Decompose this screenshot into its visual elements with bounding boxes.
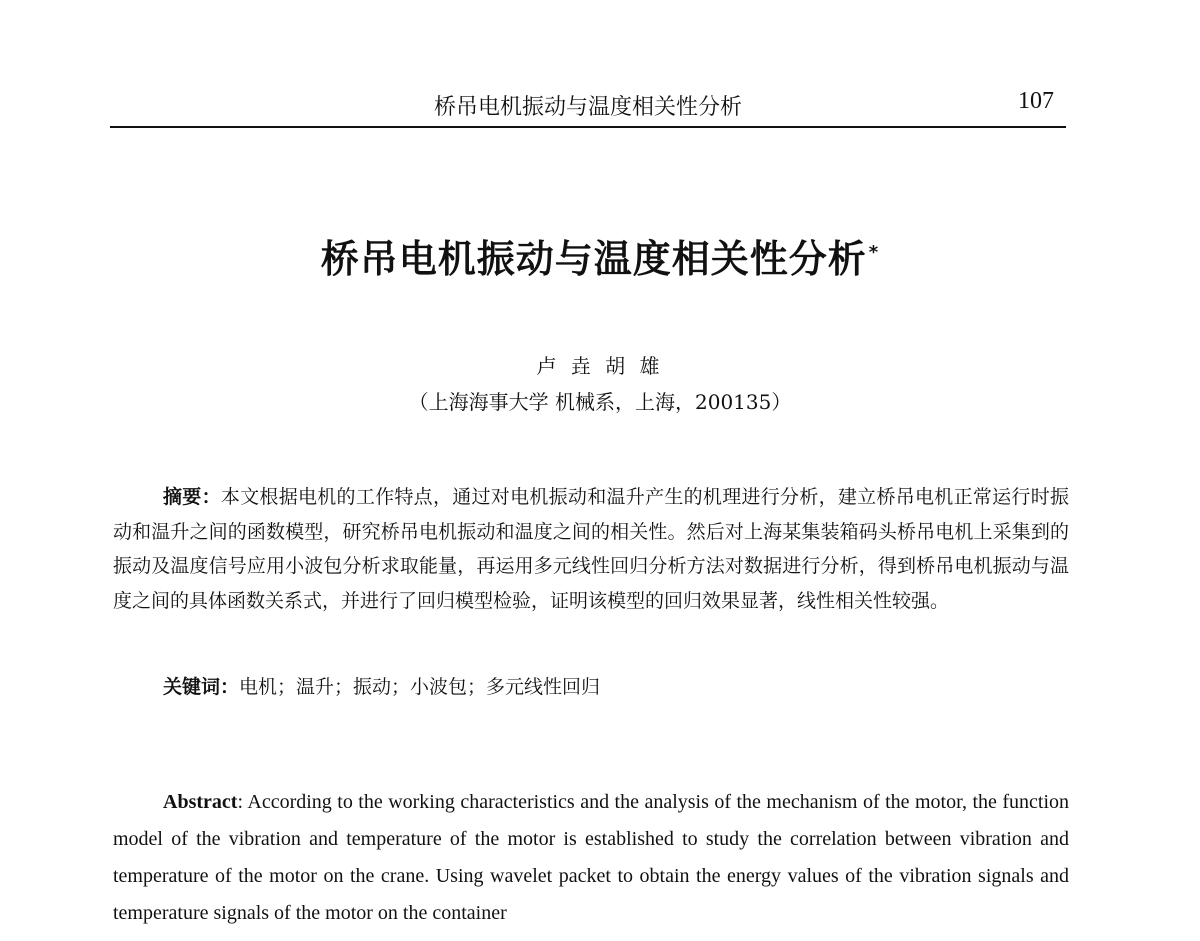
english-abstract — [113, 784, 1069, 932]
chinese-keywords-text: 电机；温升；振动；小波包；多元线性回归 — [239, 676, 601, 698]
author-list: 卢 垚 胡 雄 — [536, 354, 664, 378]
english-abstract-text: According to the working characteristics and the analysis of the mechanism of the motor, the function model of the vibration and temperature of the motor is established to study the correlation between vibration and temperature of the motor on the crane. Using wavelet packet to obtain the energy values of the vibration signals and temperature signals of the motor on the container — [113, 791, 1070, 924]
chinese-abstract-label: 摘要： — [163, 486, 221, 508]
running-header — [110, 84, 1066, 124]
running-title: 桥吊电机振动与温度相关性分析 — [433, 95, 742, 120]
header-rule — [110, 126, 1066, 128]
chinese-abstract — [113, 480, 1069, 618]
page-number: 107 — [1018, 88, 1054, 114]
chinese-keywords-label: 关键词： — [163, 676, 240, 698]
article-title-text: 桥吊电机振动与温度相关性分析 — [320, 237, 867, 281]
english-abstract-label: Abstract — [163, 791, 238, 813]
chinese-keywords — [163, 670, 600, 704]
title-footnote-mark: * — [868, 242, 880, 264]
author-affiliation: （上海海事大学 机械系，上海，200135） — [408, 390, 792, 414]
chinese-abstract-text: 本文根据电机的工作特点，通过对电机振动和温升产生的机理进行分析，建立桥吊电机正常运行时振动和温升之间的函数模型，研究桥吊电机振动和温度之间的相关性。然后对上海某集装箱码头桥吊电机上采集到的振动及温度信号应用小波包分析求取能量，再运用多元线性回归分析方法对数据进行分析，得到桥吊电机振动与温度之间的具体函数关系式，并进行了回归模型检验，证明该模型的回归效果显著，线性相关性较强。 — [113, 486, 1069, 612]
english-abstract-separator: : — [237, 791, 248, 813]
article-title — [0, 228, 1200, 283]
